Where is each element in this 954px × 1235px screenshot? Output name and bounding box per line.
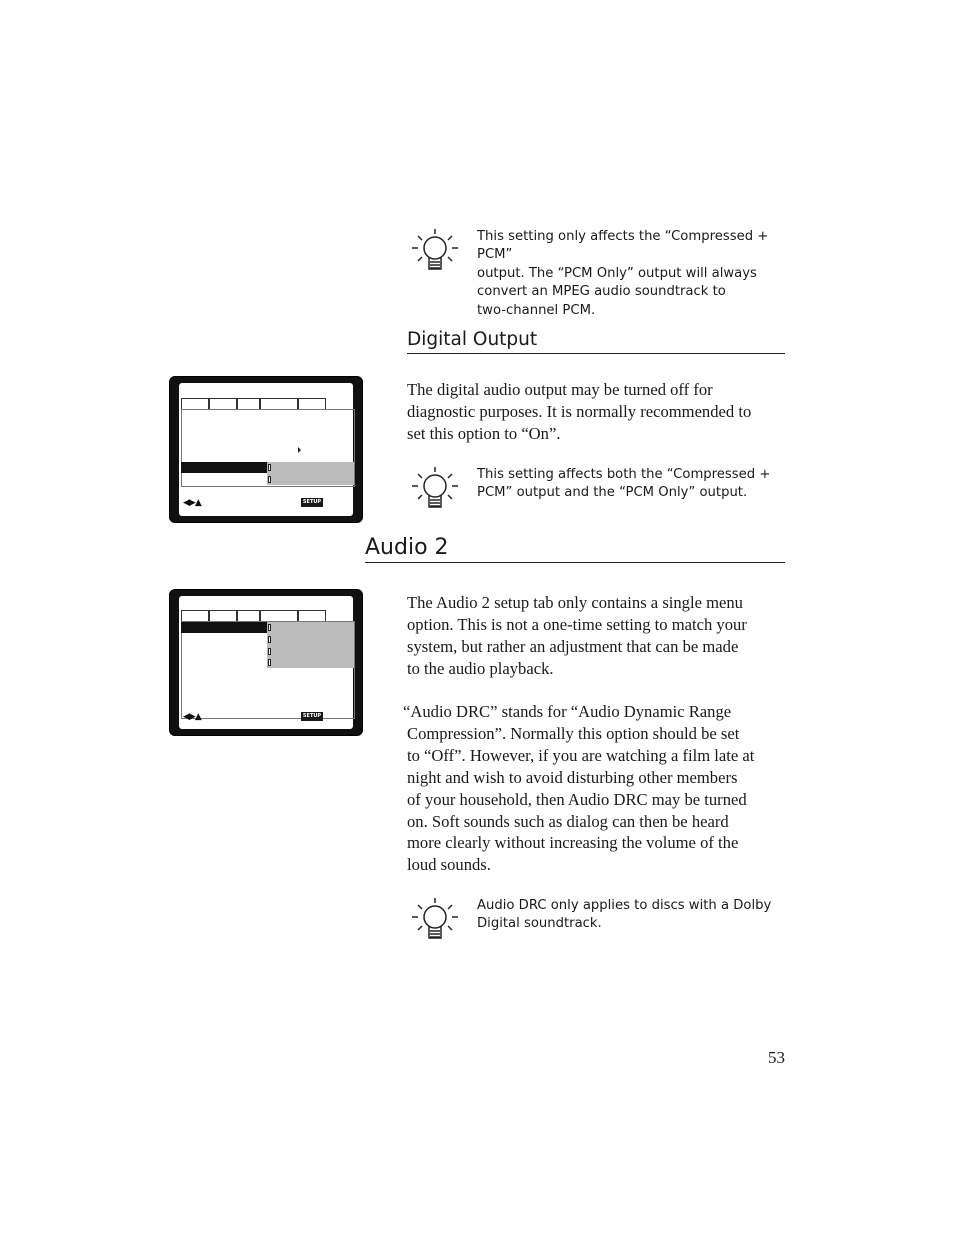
section-heading-digital-output: Digital Output — [407, 328, 785, 354]
section-heading-audio-2: Audio 2 — [365, 534, 785, 563]
tab — [237, 610, 260, 621]
menu-tabs — [181, 607, 326, 621]
setup-screen-digital-output — [169, 376, 363, 523]
option-marker — [268, 464, 271, 471]
text-line: Compression”. Normally this option should be set — [407, 723, 740, 743]
tab — [298, 610, 326, 621]
tab — [209, 610, 237, 621]
option-marker — [268, 624, 271, 631]
tip-line: This setting only affects the “Compressed + PCM” — [477, 229, 769, 263]
text-line: to “Off”. However, if you are watching a film late at — [407, 745, 755, 765]
setup-screen-audio-2 — [169, 589, 363, 736]
text-line: to the audio playback. — [407, 658, 554, 678]
text-line: option. This is not a one-time setting to match your — [407, 614, 747, 634]
lightbulb-icon — [412, 229, 458, 281]
tab — [298, 398, 326, 409]
option-marker — [268, 659, 271, 666]
option-marker — [268, 476, 271, 483]
text-line: more clearly without increasing the volume of the — [407, 833, 739, 853]
tab — [181, 398, 209, 409]
menu-tabs — [181, 395, 326, 409]
tab — [181, 610, 209, 621]
tip-note-pcm — [477, 228, 797, 320]
text-line: diagnostic purposes. It is normally recommended to — [407, 401, 752, 421]
text-line: The Audio 2 setup tab only contains a single menu — [407, 593, 743, 612]
text-line: night and wish to avoid disturbing other members — [407, 767, 738, 787]
option-marker — [268, 648, 271, 655]
text-line: system, but rather an adjustment that can be made — [407, 636, 739, 656]
tab — [260, 610, 298, 621]
text-line: loud sounds. — [407, 855, 491, 875]
lightbulb-icon — [412, 467, 458, 519]
tip-line: two-channel PCM. — [477, 302, 596, 318]
navigation-arrows-icon: ◀▶▲ — [183, 712, 201, 722]
navigation-arrows-icon: ◀▶▲ — [183, 498, 201, 508]
text-line: “Audio DRC” stands for “Audio Dynamic Range — [403, 702, 732, 721]
tip-line: PCM” output and the “PCM Only” output. — [477, 485, 748, 501]
tip-line: This setting affects both the “Compressed + — [477, 467, 771, 482]
text-line: set this option to “On”. — [407, 423, 561, 443]
digital-output-paragraph — [407, 379, 787, 445]
audio-2-paragraph-1 — [407, 592, 787, 680]
tab — [237, 398, 260, 409]
text-line: of your household, then Audio DRC may be turned — [407, 789, 747, 809]
tip-line: Digital soundtrack. — [477, 916, 602, 932]
tip-note-outputs — [477, 466, 797, 503]
text-line: The digital audio output may be turned off for — [407, 380, 713, 399]
options-panel — [267, 462, 354, 485]
tip-line: convert an MPEG audio soundtrack to — [477, 284, 726, 300]
setup-label: SETUP — [302, 713, 322, 719]
option-marker — [268, 636, 271, 643]
lightbulb-icon — [412, 898, 458, 950]
options-panel — [267, 622, 354, 668]
selected-row — [181, 622, 267, 633]
tip-line: output. The “PCM Only” output will always — [477, 265, 757, 281]
page-number: 53 — [768, 1048, 785, 1067]
audio-2-paragraph-2 — [403, 701, 783, 876]
text-line: on. Soft sounds such as dialog can then be heard — [407, 811, 729, 831]
tip-line: Audio DRC only applies to discs with a Dolby — [477, 898, 772, 913]
cursor-arrow-icon — [298, 447, 301, 453]
setup-label: SETUP — [302, 499, 322, 505]
tab — [209, 398, 237, 409]
selected-row — [181, 462, 267, 473]
tab — [260, 398, 298, 409]
tip-note-drc — [477, 897, 797, 934]
